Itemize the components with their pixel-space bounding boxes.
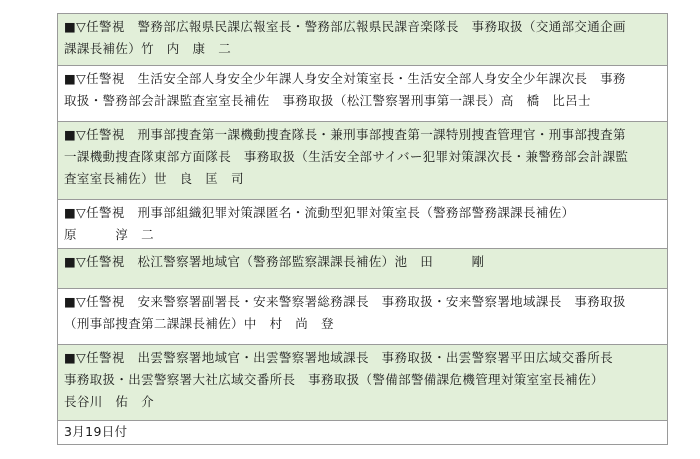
entry-text-line: ■▽任警視 安来警察署副署長・安来警察署総務課長 事務取扱・安来警察署地域課長 事務取扱 [64,294,626,309]
personnel-entry [57,122,668,200]
personnel-entry [57,14,668,66]
personnel-entry [57,200,668,249]
entry-text-line: ■▽任警視 警務部広報県民課広報室長・警務部広報県民課音楽隊長 事務取扱（交通部交通企画 [64,19,626,34]
personnel-entry [57,345,668,421]
entry-text-line: 査室室長補佐）世 良 匡 司 [64,171,244,186]
personnel-table [57,13,668,445]
entry-text-line: ■▽任警視 出雲警察署地域官・出雲警察署地域課長 事務取扱・出雲警察署平田広域交番所長 [64,350,613,365]
entry-text-line: ■▽任警視 刑事部組織犯罪対策課匿名・流動型犯罪対策室長（警務部警務課課長補佐） [64,205,575,220]
entry-text-line: 原 淳 二 [64,227,154,242]
entry-text-line: ■▽任警視 生活安全部人身安全少年課人身安全対策室長・生活安全部人身安全少年課次長 事務 [64,71,626,86]
entry-text-line: （刑事部捜査第二課課長補佐）中 村 尚 登 [64,316,334,331]
entry-text-line: ■▽任警視 松江警察署地域官（警務部監察課課長補佐）池 田 剛 [64,254,485,269]
entry-text-line: 一課機動捜査隊東部方面隊長 事務取扱（生活安全部サイバー犯罪対策課次長・兼警務部会計課監 [64,149,629,164]
entry-text-line: 課課長補佐）竹 内 康 二 [64,41,232,56]
entry-text-line: ■▽任警視 刑事部捜査第一課機動捜査隊長・兼刑事部捜査第一課特別捜査管理官・刑事部捜査第 [64,127,626,142]
personnel-entry [57,249,668,289]
entry-text-line: 取扱・警務部会計課監査室室長補佐 事務取扱（松江警察署刑事第一課長）高 橋 比呂士 [64,93,591,108]
entry-text-line: 長谷川 佑 介 [64,394,154,409]
personnel-entry [57,289,668,345]
entry-text-line: 事務取扱・出雲警察署大社広域交番所長 事務取扱（警備部警備課危機管理対策室室長補佐） [64,372,604,387]
effective-date-row [57,421,668,445]
effective-date: 3月19日付 [64,424,128,439]
personnel-entry [57,66,668,122]
